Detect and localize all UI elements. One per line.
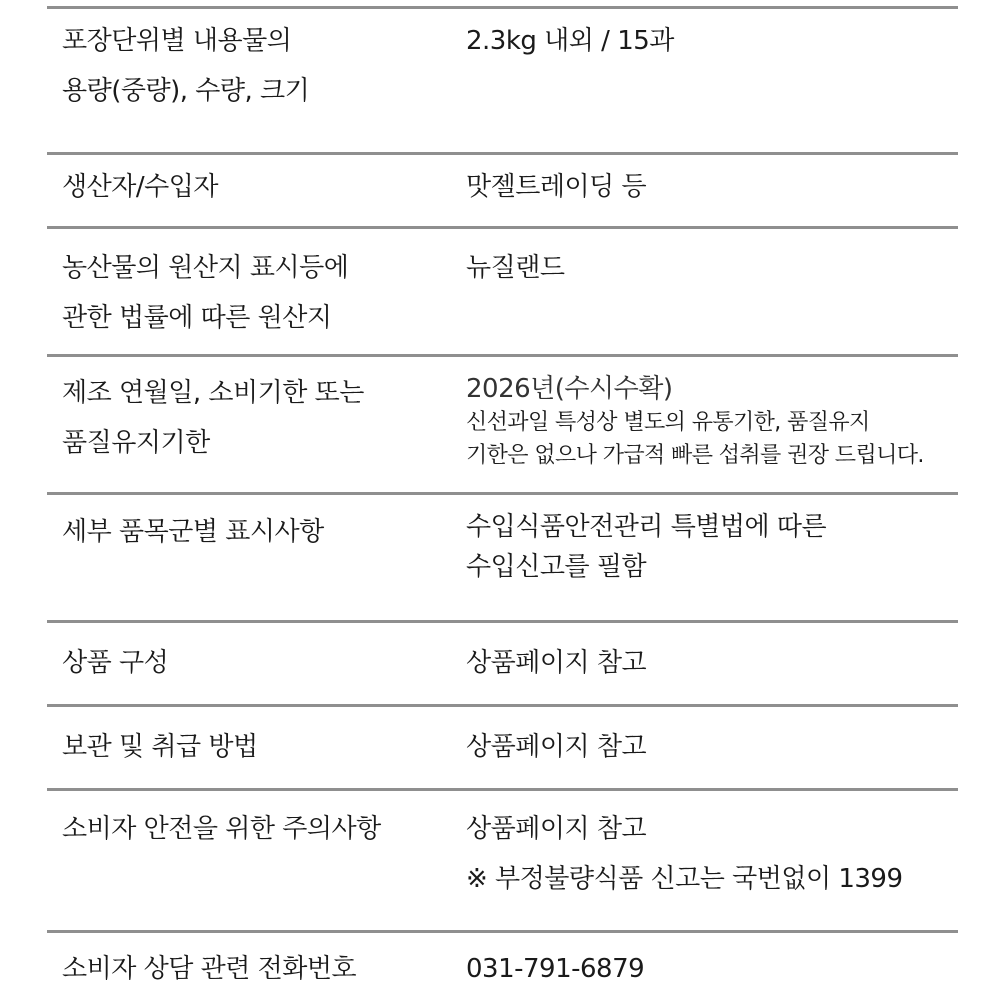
phone-number: 031-791-6879: [466, 954, 645, 984]
row-label: [62, 944, 442, 994]
row-label: [62, 638, 442, 688]
row-divider: [47, 492, 958, 495]
row-label: [62, 722, 442, 772]
row-divider: [47, 930, 958, 933]
row-label-line: 용량(중량), 수량, 크기: [62, 76, 310, 106]
row-label: [62, 243, 442, 343]
row-label: [62, 162, 442, 212]
row-value-line: 맛젤트레이딩 등: [466, 172, 647, 202]
row-label-line: 세부 품목군별 표시사항: [62, 517, 324, 547]
row-divider: [47, 620, 958, 623]
row-label-line: 제조 연월일, 소비기한 또는: [62, 378, 364, 408]
row-value: [466, 372, 966, 472]
row-divider: [47, 704, 958, 707]
row-value: [466, 162, 966, 212]
row-label-line: 포장단위별 내용물의: [62, 26, 292, 56]
row-label-line: 생산자/수입자: [62, 172, 218, 202]
row-label-line: 상품 구성: [62, 648, 169, 678]
row-value-line: 상품페이지 참고: [466, 648, 647, 678]
row-label: [62, 16, 442, 116]
row-divider: [47, 6, 958, 9]
date-value: 2026년(수시수확): [466, 374, 673, 404]
row-value-line: 수입식품안전관리 특별법에 따른: [466, 512, 827, 542]
note-line: 신선과일 특성상 별도의 유통기한, 품질유지: [466, 410, 870, 435]
row-value: [466, 507, 966, 587]
row-divider: [47, 226, 958, 229]
row-value: [466, 243, 966, 293]
row-label: [62, 368, 442, 468]
row-value-line: 뉴질랜드: [466, 253, 565, 283]
row-label-line: 품질유지기한: [62, 428, 210, 458]
row-divider: [47, 152, 958, 155]
row-label-line: 농산물의 원산지 표시등에: [62, 253, 349, 283]
row-value: [466, 804, 966, 904]
note-line: 기한은 없으나 가급적 빠른 섭취를 권장 드립니다.: [466, 443, 924, 468]
row-label: [62, 804, 442, 854]
row-value-line: 수입신고를 필함: [466, 552, 647, 582]
row-value: [466, 16, 966, 66]
row-label-line: 관한 법률에 따른 원산지: [62, 303, 332, 333]
row-value-line: 상품페이지 참고: [466, 732, 647, 762]
row-value: [466, 944, 966, 994]
row-label-line: 보관 및 취급 방법: [62, 732, 258, 762]
report-notice: ※ 부정불량식품 신고는 국번없이 1399: [466, 864, 903, 894]
row-divider: [47, 788, 958, 791]
row-value: [466, 638, 966, 688]
row-label-line: 소비자 상담 관련 전화번호: [62, 954, 357, 984]
row-label-line: 소비자 안전을 위한 주의사항: [62, 814, 381, 844]
row-divider: [47, 354, 958, 357]
row-value-line: 상품페이지 참고: [466, 814, 647, 844]
row-value: [466, 722, 966, 772]
row-label: [62, 507, 442, 557]
row-value-line: 2.3kg 내외 / 15과: [466, 26, 674, 56]
